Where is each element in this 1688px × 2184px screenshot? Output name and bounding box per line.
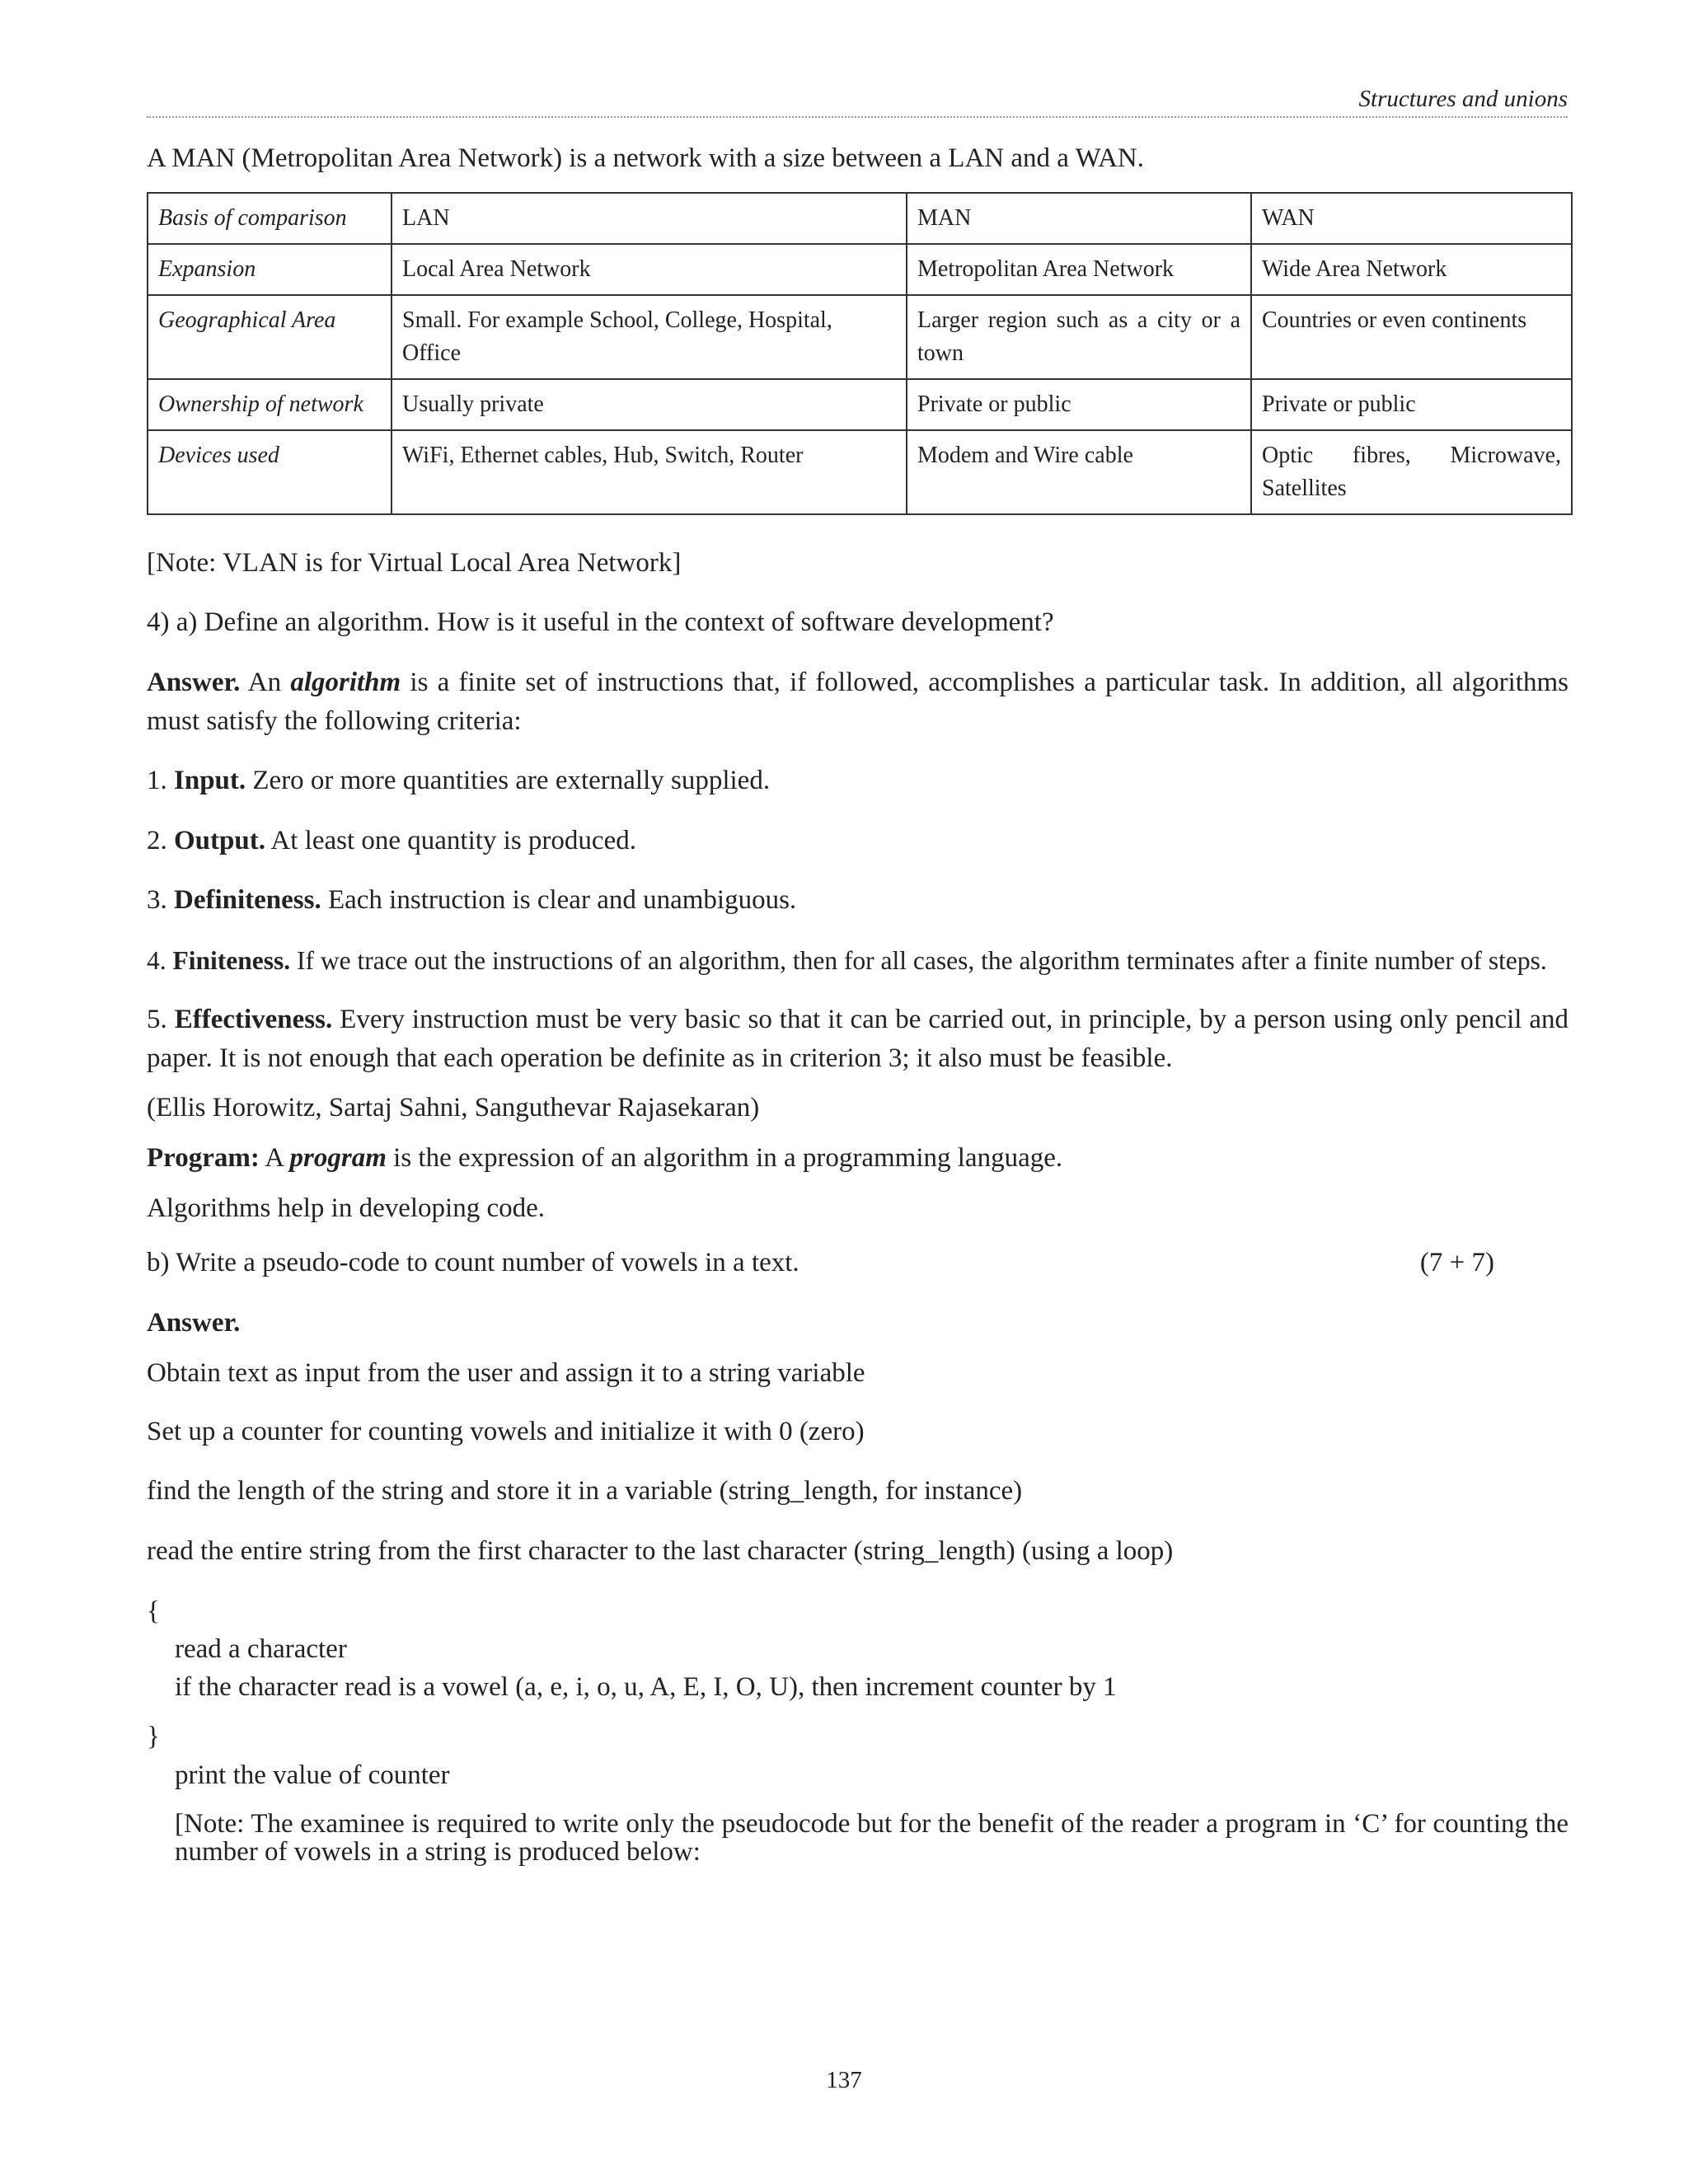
pseudo-print-line: print the value of counter (175, 1760, 450, 1790)
table-cell: Usually private (392, 379, 907, 430)
table-cell: Private or public (907, 379, 1251, 430)
answer-a-paragraph (147, 663, 1568, 741)
criterion-text: Every instruction must be very basic so that it can be carried out, in principle, by a person using only pencil and paper. It is not enough that each operation be definite as in criterion 3; it also must be feasible. (147, 1005, 1569, 1073)
criterion-text: If we trace out the instructions of an algorithm, then for all cases, the algorithm terminates after a finite number of steps. (290, 946, 1547, 975)
table-cell: Expansion (148, 244, 392, 295)
table-row (148, 295, 1572, 379)
criterion-number: 4. (147, 946, 173, 975)
criterion-text: Zero or more quantities are externally supplied. (246, 766, 771, 795)
open-brace: { (147, 1596, 160, 1626)
table-cell: Geographical Area (148, 295, 392, 379)
criterion-term: Input. (174, 766, 246, 795)
pseudo-inner-line: if the character read is a vowel (a, e, i, o, u, A, E, I, O, U), then increment counter by 1 (175, 1672, 1117, 1702)
table-cell: Private or public (1251, 379, 1572, 430)
program-definition (147, 1139, 1568, 1178)
criterion-term: Output. (174, 826, 265, 855)
program-label: Program: (147, 1143, 260, 1173)
table-row (148, 430, 1572, 514)
table-header-cell: LAN (392, 193, 907, 244)
pseudo-line: read the entire string from the first character to the last character (string_length) (using a loop) (147, 1536, 1174, 1566)
program-term: program (289, 1143, 387, 1173)
criterion-item (147, 941, 1568, 980)
criterion-text: At least one quantity is produced. (265, 826, 636, 855)
algorithm-term: algorithm (290, 668, 401, 697)
table-header-cell: MAN (907, 193, 1251, 244)
criterion-term: Definiteness. (174, 885, 321, 915)
pseudo-line: Obtain text as input from the user and assign it to a string variable (147, 1358, 865, 1388)
network-comparison-table (147, 192, 1573, 515)
table-header-cell: WAN (1251, 193, 1572, 244)
running-head: Structures and unions (147, 86, 1568, 118)
pseudo-line: find the length of the string and store it in a variable (string_length, for instance) (147, 1476, 1023, 1506)
criterion-term: Effectiveness. (174, 1005, 333, 1034)
criterion-term: Finiteness. (172, 946, 291, 975)
intro-paragraph: A MAN (Metropolitan Area Network) is a network with a size between a LAN and a WAN. (147, 143, 1144, 173)
table-row (148, 244, 1572, 295)
answer-text: An (240, 668, 291, 697)
table-cell: Larger region such as a city or a town (907, 295, 1251, 379)
criterion-item (147, 1001, 1568, 1078)
table-cell: WiFi, Ethernet cables, Hub, Switch, Router (392, 430, 907, 514)
pseudo-inner-line: read a character (175, 1634, 347, 1664)
citation: (Ellis Horowitz, Sartaj Sahni, Sanguthevar Rajasekaran) (147, 1093, 760, 1122)
answer-b-label: Answer. (147, 1308, 241, 1338)
note-vlan: [Note: VLAN is for Virtual Local Area Network] (147, 548, 682, 578)
program-text: is the expression of an algorithm in a programming language. (386, 1143, 1063, 1173)
algorithms-help: Algorithms help in developing code. (147, 1193, 545, 1223)
table-cell: Modem and Wire cable (907, 430, 1251, 514)
question-4a: 4) a) Define an algorithm. How is it useful in the context of software development? (147, 607, 1054, 637)
program-text: A (259, 1143, 290, 1173)
question-4b-line (147, 1244, 1568, 1282)
table-cell: Metropolitan Area Network (907, 244, 1251, 295)
table-row (148, 379, 1572, 430)
table-cell: Local Area Network (392, 244, 907, 295)
table-header-cell: Basis of comparison (148, 193, 392, 244)
question-4b: b) Write a pseudo-code to count number of vowels in a text. (147, 1248, 799, 1277)
answer-text: is a finite set of instructions that, if followed, accomplishes a particular task. In addition, all algorithms must satisfy the following criteria: (147, 668, 1568, 736)
criterion-item (147, 822, 1568, 860)
table-cell: Ownership of network (148, 379, 392, 430)
pseudo-line: Set up a counter for counting vowels and initialize it with 0 (zero) (147, 1417, 865, 1446)
table-cell: Devices used (148, 430, 392, 514)
criterion-item (147, 762, 1568, 800)
criterion-number: 2. (147, 826, 174, 855)
criterion-number: 3. (147, 885, 174, 915)
answer-label: Answer. (147, 668, 241, 697)
close-brace: } (147, 1722, 160, 1751)
criterion-item (147, 881, 1568, 920)
table-cell: Small. For example School, College, Hospital, Office (392, 295, 907, 379)
criterion-number: 1. (147, 766, 174, 795)
criterion-text: Each instruction is clear and unambiguous. (321, 885, 797, 915)
note-program: [Note: The examinee is required to write only the pseudocode but for the benefit of the reader a program in ‘C’ for counting the number of vowels in a string is produced below: (175, 1809, 1568, 1867)
criterion-number: 5. (147, 1005, 175, 1034)
table-cell: Wide Area Network (1251, 244, 1572, 295)
table-header-row (148, 193, 1572, 244)
table-cell: Optic fibres, Microwave, Satellites (1251, 430, 1572, 514)
marks: (7 + 7) (1419, 1248, 1494, 1277)
table-cell: Countries or even continents (1251, 295, 1572, 379)
page-number: 137 (826, 2067, 862, 2093)
